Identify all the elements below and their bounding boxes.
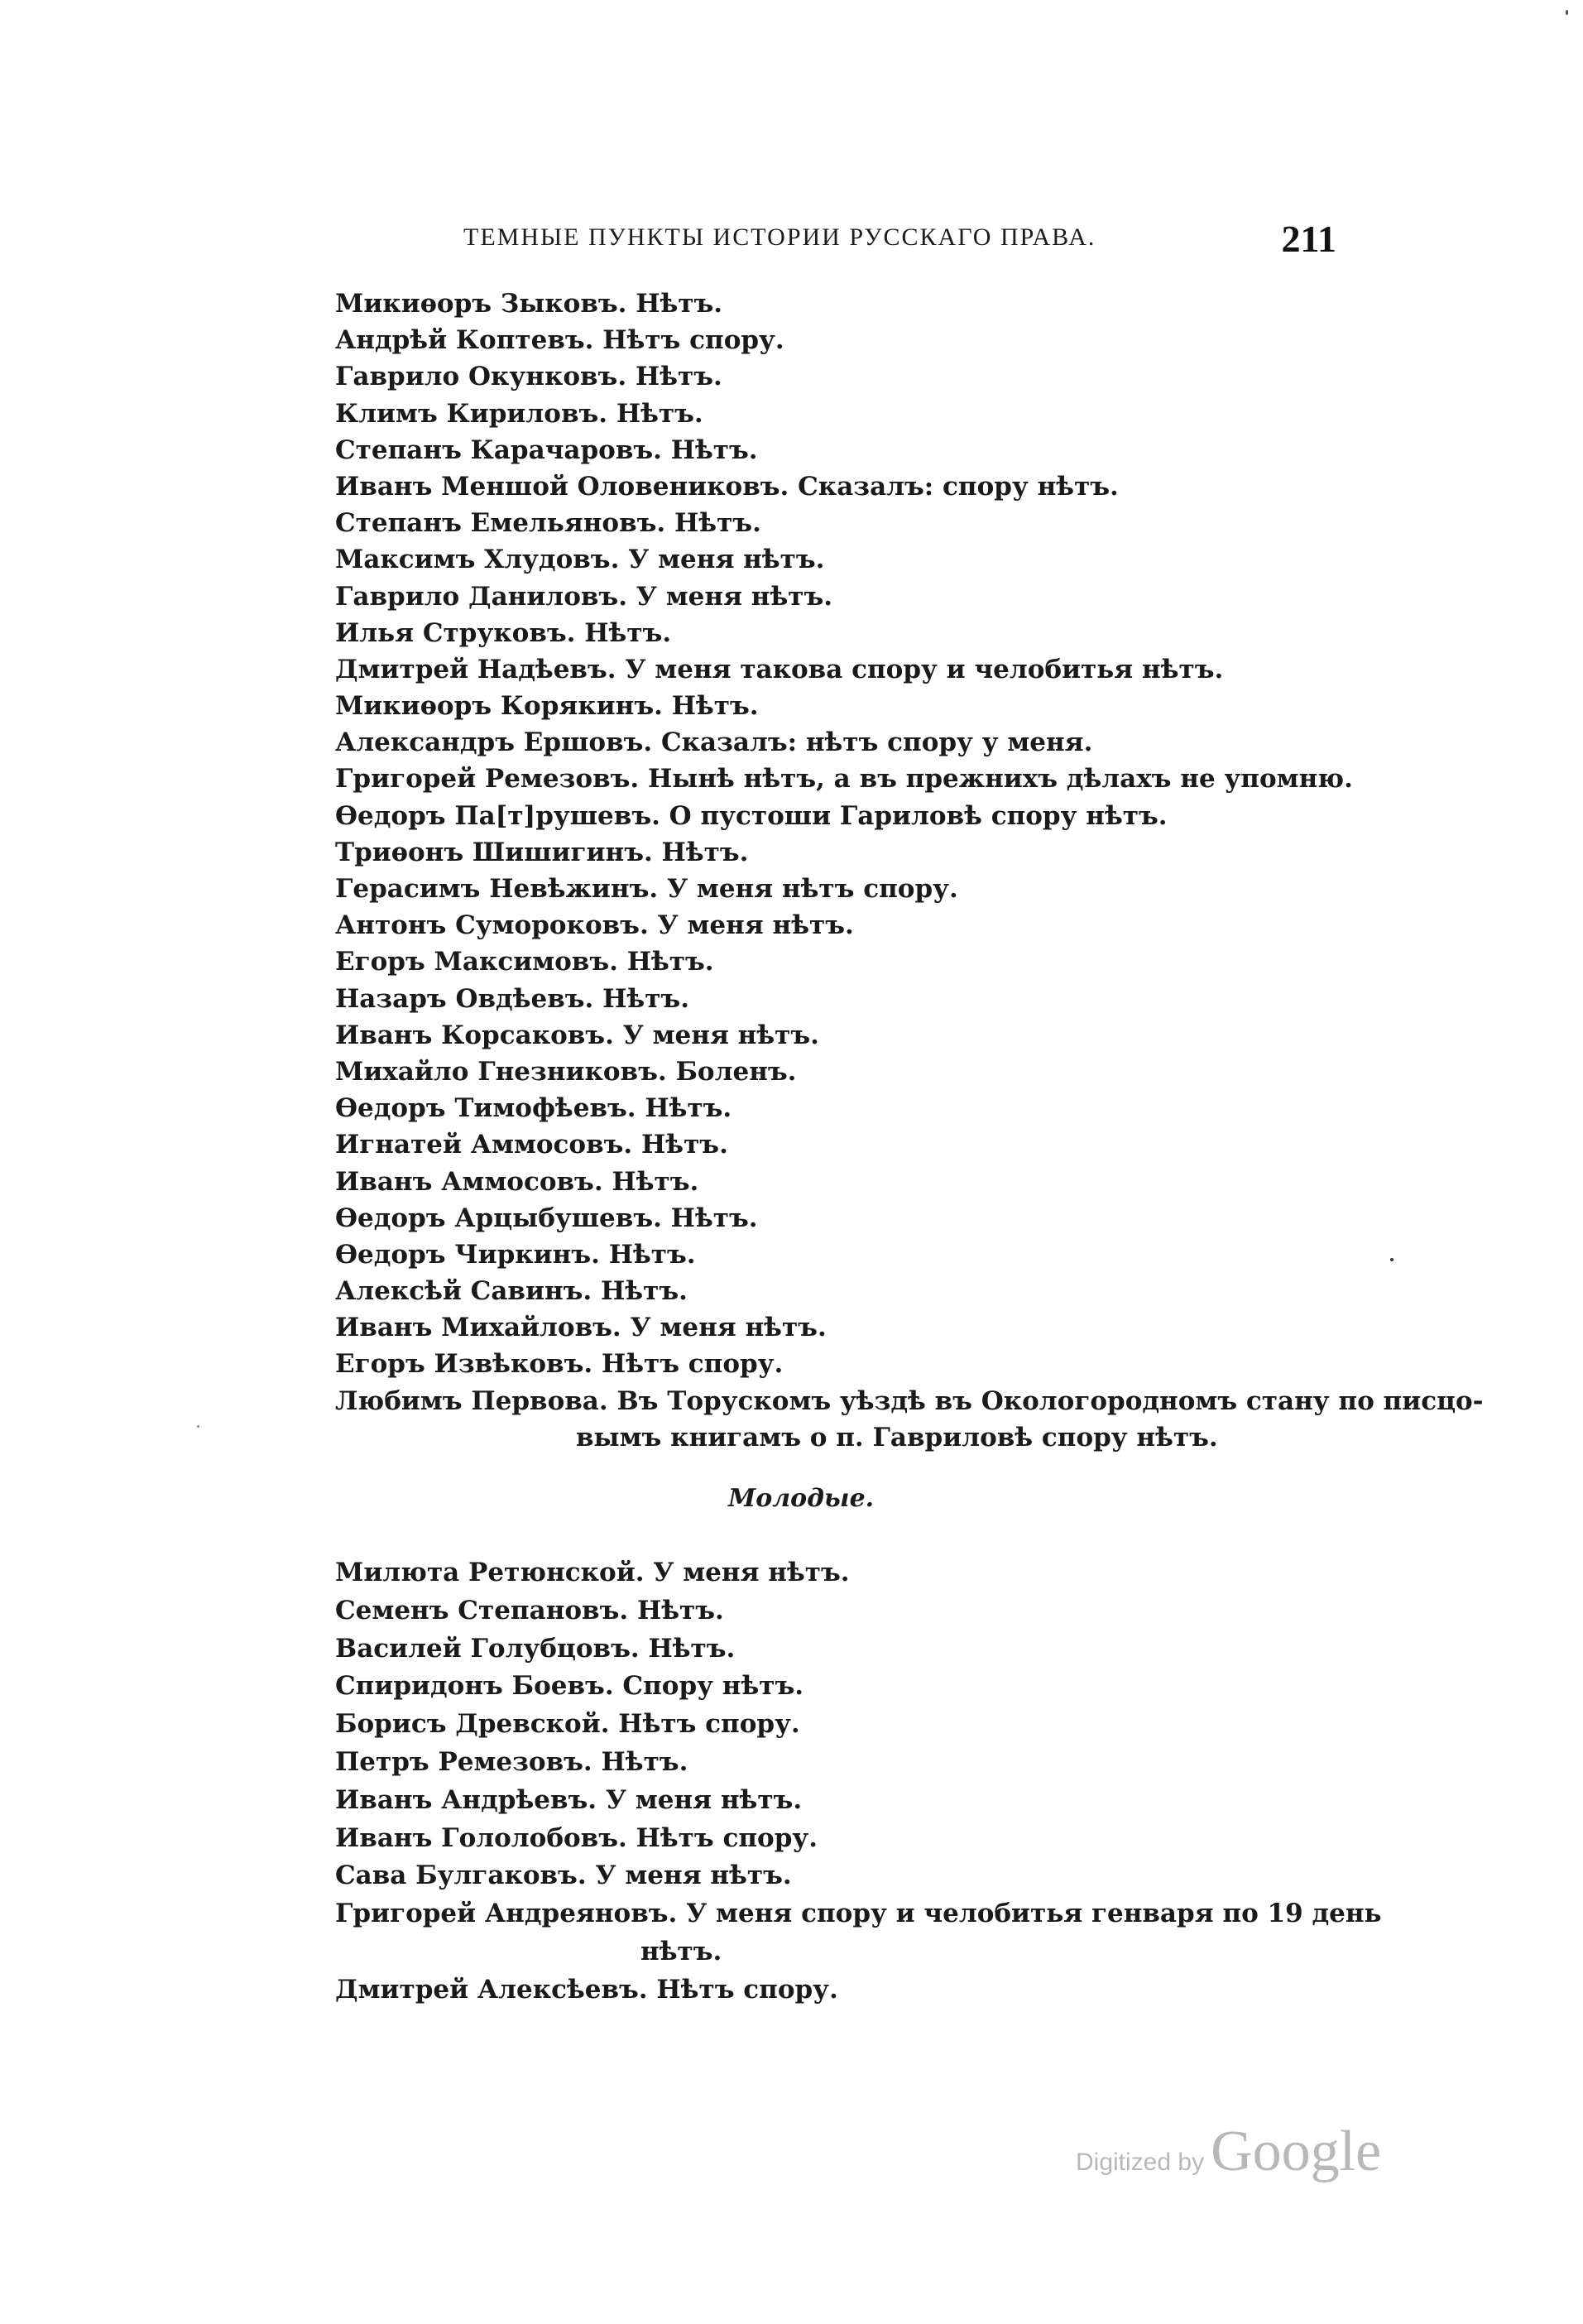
list-item: Микиѳоръ Зыковъ. Нѣтъ. (335, 289, 723, 319)
list-item: Григорей Андреяновъ. У меня спору и челобитья генваря по 19 день (335, 1899, 1382, 1929)
list-item: Егоръ Извѣковъ. Нѣтъ спору. (335, 1349, 784, 1380)
list-item: Ѳедоръ Чиркинъ. Нѣтъ. (335, 1239, 696, 1270)
list-item: Дмитрей Алексѣевъ. Нѣтъ спору. (335, 1974, 838, 2005)
list-item-continuation: вымъ книгамъ о п. Гавриловѣ спору нѣтъ. (576, 1422, 1218, 1452)
list-item: Иванъ Михайловъ. У меня нѣтъ. (335, 1313, 827, 1343)
scan-speck (1566, 10, 1568, 15)
scan-speck (1390, 1258, 1394, 1261)
list-item: Андрѣй Коптевъ. Нѣтъ спору. (335, 325, 784, 356)
list-item: Милюта Ретюнской. У меня нѣтъ. (335, 1558, 850, 1587)
list-item: Илья Струковъ. Нѣтъ. (335, 617, 672, 648)
list-item: Микиѳоръ Корякинъ. Нѣтъ. (335, 691, 759, 722)
list-item: Назаръ Овдѣевъ. Нѣтъ. (335, 983, 689, 1014)
running-title: ТЕМНЫЕ ПУНКТЫ ИСТОРИИ РУССКАГО ПРАВА. (463, 223, 1096, 251)
watermark-prefix: Digitized by (1076, 2149, 1205, 2176)
list-item: Петръ Ремезовъ. Нѣтъ. (335, 1746, 688, 1777)
list-item: Гаврило Окунковъ. Нѣтъ. (335, 362, 722, 392)
list-item: Егоръ Максимовъ. Нѣтъ. (335, 947, 714, 977)
list-item: Спиридонъ Боевъ. Спору нѣтъ. (335, 1671, 804, 1702)
list-item: Ѳедоръ Па[т]рушевъ. О пустоши Гариловѣ спору нѣтъ. (335, 800, 1168, 831)
list-item: Антонъ Сумороковъ. У меня нѣтъ. (335, 910, 854, 941)
entry-list-main (335, 286, 1484, 1456)
list-item: Гаврило Даниловъ. У меня нѣтъ. (335, 581, 833, 612)
list-item: Максимъ Хлудовъ. У меня нѣтъ. (335, 545, 825, 575)
list-item: Степанъ Емельяновъ. Нѣтъ. (335, 508, 761, 539)
page-number: 211 (1281, 218, 1336, 260)
list-item: Борисъ Древской. Нѣтъ спору. (335, 1709, 800, 1740)
list-item: Ѳедоръ Арцыбушевъ. Нѣтъ. (335, 1203, 758, 1233)
list-item: Климъ Кириловъ. Нѣтъ. (335, 398, 703, 429)
scan-speck (197, 1425, 199, 1428)
list-item: Иванъ Корсаковъ. У меня нѣтъ. (335, 1020, 819, 1050)
google-logo: Google (1211, 2120, 1382, 2183)
entry-list-young (335, 1554, 1382, 2009)
list-item: Григорей Ремезовъ. Нынѣ нѣтъ, а въ прежнихъ дѣлахъ не упомню. (335, 764, 1353, 795)
list-item: Иванъ Меншой Оловениковъ. Сказалъ: спору нѣтъ. (335, 471, 1119, 502)
list-item: Иванъ Гололобовъ. Нѣтъ спору. (335, 1822, 818, 1853)
list-item: Сава Булгаковъ. У меня нѣтъ. (335, 1861, 792, 1891)
list-item: Ѳедоръ Тимофѣевъ. Нѣтъ. (335, 1093, 732, 1124)
list-item: Михайло Гнезниковъ. Боленъ. (335, 1056, 797, 1087)
list-item-continuation: нѣтъ. (640, 1936, 722, 1966)
list-item: Семенъ Степановъ. Нѣтъ. (335, 1595, 724, 1625)
digitized-watermark (1076, 2119, 1382, 2183)
section-heading: Молодые. (728, 1484, 875, 1513)
list-item: Александръ Ершовъ. Сказалъ: нѣтъ спору у меня. (335, 727, 1093, 758)
list-item: Любимъ Первова. Въ Торускомъ уѣздѣ въ Окологородномъ стану по писцо- (335, 1385, 1484, 1416)
list-item: Иванъ Андрѣевъ. У меня нѣтъ. (335, 1784, 803, 1815)
list-item: Дмитрей Надѣевъ. У меня такова спору и челобитья нѣтъ. (335, 654, 1224, 684)
list-item: Степанъ Карачаровъ. Нѣтъ. (335, 435, 758, 465)
page-header (463, 217, 1336, 258)
list-item: Иванъ Аммосовъ. Нѣтъ. (335, 1166, 699, 1197)
list-item: Герасимъ Невѣжинъ. У меня нѣтъ спору. (335, 874, 958, 904)
list-item: Василей Голубцовъ. Нѣтъ. (335, 1633, 736, 1664)
list-item: Алексѣй Савинъ. Нѣтъ. (335, 1276, 688, 1307)
list-item: Игнатей Аммосовъ. Нѣтъ. (335, 1130, 728, 1160)
list-item: Триѳонъ Шишигинъ. Нѣтъ. (335, 837, 749, 867)
